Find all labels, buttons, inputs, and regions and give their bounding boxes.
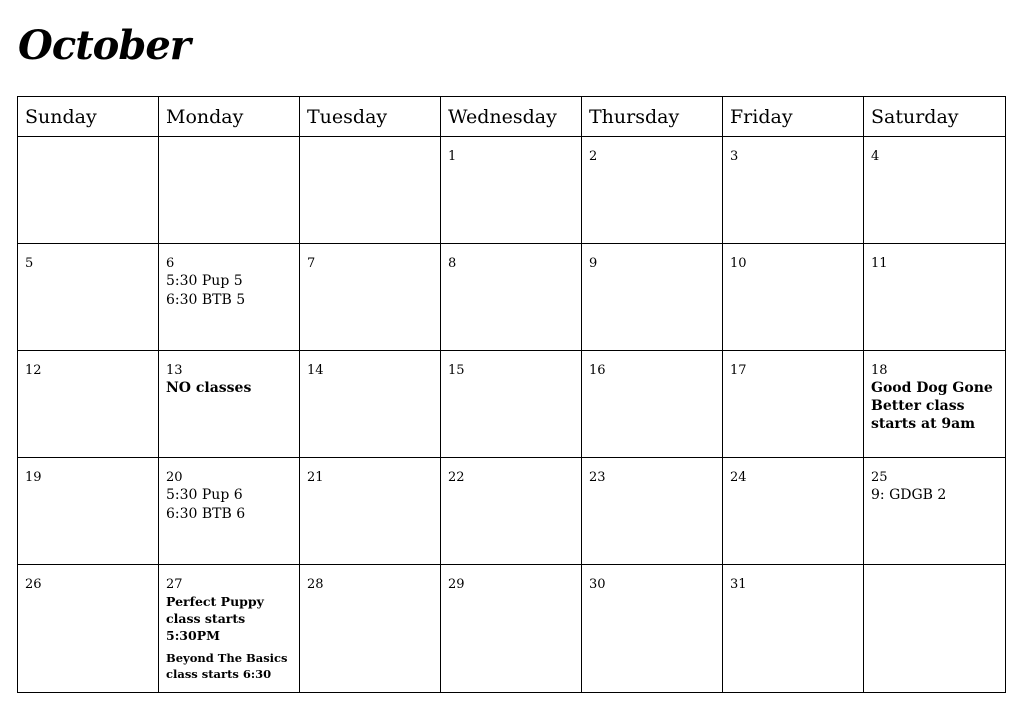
event-text: 5:30 Pup 6 — [166, 487, 243, 503]
day-number: 22 — [448, 470, 465, 485]
day-cell — [864, 351, 1005, 458]
day-number: 18 — [871, 363, 888, 378]
day-cell — [441, 351, 582, 458]
event-text: Beyond The Basics — [166, 651, 288, 665]
day-cell — [441, 137, 582, 244]
day-cell — [441, 565, 582, 692]
event-text: 5:30PM — [166, 628, 220, 643]
day-number: 19 — [25, 470, 42, 485]
event-text: Good Dog Gone — [871, 380, 993, 396]
day-number: 23 — [589, 470, 606, 485]
day-cell — [723, 565, 864, 692]
day-cell — [18, 244, 159, 351]
day-cell — [300, 351, 441, 458]
day-number: 16 — [589, 363, 606, 378]
day-cell — [582, 351, 723, 458]
day-number: 13 — [166, 363, 183, 378]
day-cell — [159, 244, 300, 351]
day-cell — [864, 458, 1005, 565]
day-cell — [723, 351, 864, 458]
day-cell — [300, 565, 441, 692]
day-number: 2 — [589, 149, 598, 164]
event-text: class starts — [166, 611, 246, 626]
day-cell — [864, 137, 1005, 244]
event-text: Better class — [871, 398, 965, 414]
day-number: 24 — [730, 470, 747, 485]
day-number: 31 — [730, 577, 747, 592]
day-cell — [159, 458, 300, 565]
day-cell — [582, 458, 723, 565]
event-text: 5:30 Pup 5 — [166, 273, 243, 289]
day-number: 8 — [448, 256, 457, 271]
weekday-header-wednesday: Wednesday — [441, 97, 582, 137]
event-text: NO classes — [166, 380, 252, 396]
weekday-header-monday: Monday — [159, 97, 300, 137]
weekday-header-tuesday: Tuesday — [300, 97, 441, 137]
day-number: 25 — [871, 470, 888, 485]
event-text: starts at 9am — [871, 416, 976, 432]
day-cell — [864, 565, 1005, 692]
day-number: 10 — [730, 256, 747, 271]
day-number: 6 — [166, 256, 175, 271]
day-number: 30 — [589, 577, 606, 592]
day-cell — [582, 244, 723, 351]
day-cell — [18, 137, 159, 244]
day-number: 7 — [307, 256, 316, 271]
day-cell — [300, 244, 441, 351]
day-cell — [18, 458, 159, 565]
day-number: 9 — [589, 256, 598, 271]
day-cell — [159, 137, 300, 244]
weekday-header-sunday: Sunday — [18, 97, 159, 137]
day-cell — [300, 458, 441, 565]
day-number: 3 — [730, 149, 739, 164]
day-cell — [582, 565, 723, 692]
day-cell — [300, 137, 441, 244]
day-cell — [723, 458, 864, 565]
weekday-header-thursday: Thursday — [582, 97, 723, 137]
day-cell — [18, 565, 159, 692]
event-text: class starts 6:30 — [166, 667, 272, 681]
weekday-header-friday: Friday — [723, 97, 864, 137]
day-cell — [723, 137, 864, 244]
day-cell — [18, 351, 159, 458]
event-text: 6:30 BTB 6 — [166, 506, 246, 522]
day-number: 28 — [307, 577, 324, 592]
day-number: 20 — [166, 470, 183, 485]
weekday-header-saturday: Saturday — [864, 97, 1005, 137]
day-number: 1 — [448, 149, 457, 164]
day-number: 14 — [307, 363, 324, 378]
day-cell — [864, 244, 1005, 351]
day-cell — [441, 244, 582, 351]
day-cell — [582, 137, 723, 244]
event-text: Perfect Puppy — [166, 594, 264, 609]
day-number: 4 — [871, 149, 880, 164]
day-number: 29 — [448, 577, 465, 592]
day-number: 27 — [166, 577, 183, 592]
day-number: 15 — [448, 363, 465, 378]
month-title: October — [18, 22, 190, 69]
day-cell — [159, 565, 300, 692]
day-number: 5 — [25, 256, 34, 271]
day-number: 12 — [25, 363, 42, 378]
day-cell — [159, 351, 300, 458]
day-cell — [723, 244, 864, 351]
event-text: 6:30 BTB 5 — [166, 292, 246, 308]
day-cell — [441, 458, 582, 565]
event-text: 9: GDGB 2 — [871, 487, 947, 503]
day-number: 26 — [25, 577, 42, 592]
day-number: 17 — [730, 363, 747, 378]
calendar-grid — [17, 96, 1006, 693]
day-number: 21 — [307, 470, 324, 485]
day-number: 11 — [871, 256, 888, 271]
